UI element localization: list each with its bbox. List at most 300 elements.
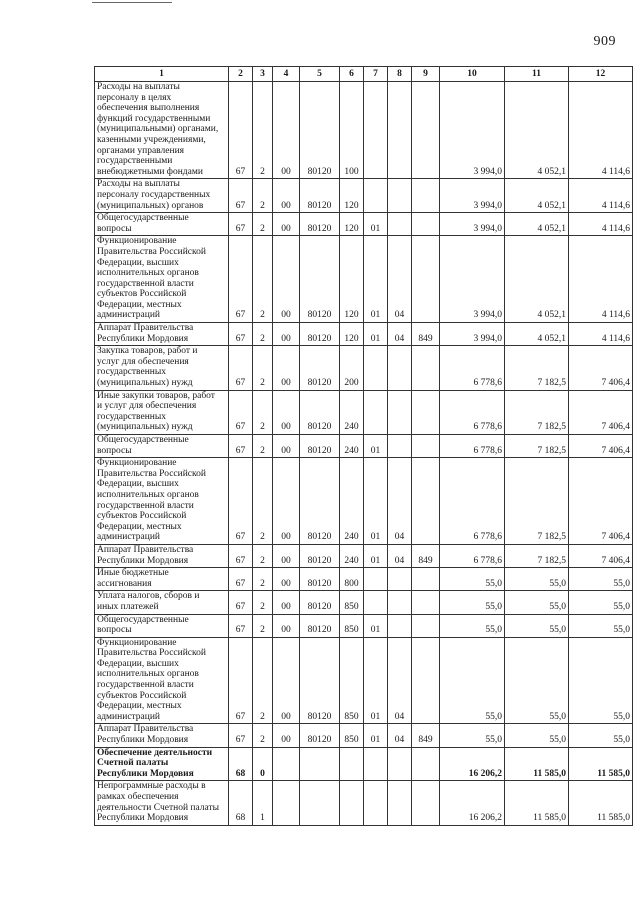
row-name-line: государственной власти: [97, 278, 194, 289]
row-cell-c2: 67: [229, 544, 253, 567]
row-cell-c12: 4 114,6: [569, 82, 633, 179]
table-header-row: [95, 67, 633, 82]
row-cell-c4: 00: [273, 435, 300, 458]
row-cell-c4: 00: [273, 390, 300, 434]
row-cell-c7: 01: [364, 544, 388, 567]
row-cell-c3: 2: [253, 458, 273, 545]
row-cell-c7: [364, 568, 388, 591]
row-cell-c3: 2: [253, 568, 273, 591]
row-cell-c4: [273, 747, 300, 781]
table-row: [95, 747, 633, 781]
row-cell-c11: 7 182,5: [505, 544, 569, 567]
row-cell-c9: [412, 591, 440, 614]
row-cell-c12: 55,0: [569, 724, 633, 747]
row-name-line: Расходы на выплаты: [97, 179, 180, 190]
row-name-cell: [95, 323, 229, 346]
row-name-line: деятельности Счетной палаты: [97, 802, 220, 813]
row-cell-c11: 7 182,5: [505, 346, 569, 390]
row-cell-c2: 67: [229, 637, 253, 724]
row-cell-c7: 01: [364, 323, 388, 346]
row-cell-c10: 6 778,6: [440, 458, 505, 545]
row-cell-c12: 11 585,0: [569, 781, 633, 825]
table-row: [95, 458, 633, 545]
row-cell-c5: 80120: [300, 179, 340, 213]
row-cell-c5: [300, 747, 340, 781]
row-cell-c12: 55,0: [569, 568, 633, 591]
row-cell-c8: [388, 568, 412, 591]
row-cell-c11: 55,0: [505, 591, 569, 614]
row-name-line: Аппарат Правительства: [97, 323, 194, 334]
row-cell-c5: 80120: [300, 724, 340, 747]
row-name-line: администраций: [97, 711, 161, 722]
row-name-cell: [95, 614, 229, 637]
row-cell-c12: 7 406,4: [569, 390, 633, 434]
header-cell: 8: [388, 67, 412, 82]
row-cell-c2: 67: [229, 323, 253, 346]
row-cell-c6: 240: [340, 458, 364, 545]
row-cell-c3: 1: [253, 781, 273, 825]
row-name-line: функций государственными: [97, 113, 211, 124]
row-name-line: Уплата налогов, сборов и: [97, 591, 200, 602]
row-cell-c3: 2: [253, 236, 273, 323]
row-name-line: вопросы: [97, 445, 132, 456]
row-cell-c10: 55,0: [440, 637, 505, 724]
table-row: [95, 614, 633, 637]
row-cell-c2: 67: [229, 724, 253, 747]
row-cell-c7: [364, 390, 388, 434]
row-cell-c10: 3 994,0: [440, 323, 505, 346]
row-cell-c12: 4 114,6: [569, 236, 633, 323]
row-name-cell: [95, 346, 229, 390]
row-cell-c9: [412, 747, 440, 781]
row-cell-c3: 2: [253, 82, 273, 179]
row-cell-c10: 16 206,2: [440, 747, 505, 781]
row-name-line: администраций: [97, 310, 161, 321]
table-row: [95, 213, 633, 236]
row-name-line: Федерации, местных: [97, 521, 182, 532]
row-cell-c9: [412, 568, 440, 591]
row-cell-c6: 850: [340, 614, 364, 637]
row-cell-c11: 4 052,1: [505, 82, 569, 179]
row-cell-c12: 4 114,6: [569, 213, 633, 236]
row-name-line: персоналу в целях: [97, 92, 172, 103]
row-cell-c7: 01: [364, 236, 388, 323]
row-cell-c10: 3 994,0: [440, 213, 505, 236]
table-row: [95, 82, 633, 179]
row-name-line: вопросы: [97, 223, 132, 234]
row-cell-c3: 2: [253, 390, 273, 434]
row-name-cell: [95, 435, 229, 458]
row-cell-c4: 00: [273, 637, 300, 724]
table-row: [95, 568, 633, 591]
row-cell-c9: [412, 781, 440, 825]
row-name-line: Закупка товаров, работ и: [97, 346, 198, 357]
page-number: 909: [593, 34, 616, 49]
row-name-line: Республики Мордовия: [97, 555, 189, 566]
row-name-line: Федерации, местных: [97, 299, 182, 310]
row-cell-c7: [364, 82, 388, 179]
row-cell-c9: [412, 179, 440, 213]
row-cell-c10: 6 778,6: [440, 390, 505, 434]
header-cell: 11: [505, 67, 569, 82]
row-name-line: казенными учреждениями,: [97, 134, 206, 145]
row-name-cell: [95, 568, 229, 591]
row-cell-c6: 800: [340, 568, 364, 591]
row-cell-c7: [364, 747, 388, 781]
row-name-line: Федерации, местных: [97, 701, 182, 712]
row-name-line: Общегосударственные: [97, 213, 189, 224]
row-cell-c6: 240: [340, 390, 364, 434]
row-cell-c8: [388, 179, 412, 213]
header-cell: 4: [273, 67, 300, 82]
row-cell-c9: [412, 346, 440, 390]
row-cell-c8: 04: [388, 637, 412, 724]
row-cell-c5: [300, 781, 340, 825]
row-cell-c7: [364, 179, 388, 213]
row-cell-c9: 849: [412, 544, 440, 567]
row-cell-c10: 55,0: [440, 614, 505, 637]
row-cell-c3: 0: [253, 747, 273, 781]
table-row: [95, 236, 633, 323]
row-cell-c2: 67: [229, 568, 253, 591]
table-row: [95, 544, 633, 567]
row-name-cell: [95, 458, 229, 545]
row-cell-c12: 55,0: [569, 614, 633, 637]
row-cell-c6: 240: [340, 435, 364, 458]
row-cell-c2: 67: [229, 236, 253, 323]
row-name-line: Федерации, высших: [97, 658, 179, 669]
row-cell-c7: [364, 591, 388, 614]
row-cell-c11: 4 052,1: [505, 179, 569, 213]
row-cell-c8: 04: [388, 458, 412, 545]
row-cell-c6: 100: [340, 82, 364, 179]
header-cell: 1: [95, 67, 229, 82]
row-name-line: вопросы: [97, 625, 132, 636]
row-cell-c6: 120: [340, 213, 364, 236]
row-cell-c8: [388, 82, 412, 179]
row-cell-c8: 04: [388, 236, 412, 323]
row-name-line: Функционирование: [97, 458, 177, 469]
row-name-line: государственными: [97, 156, 173, 167]
row-name-line: Расходы на выплаты: [97, 82, 180, 92]
row-name-line: (муниципальными) органами,: [97, 124, 219, 135]
row-name-line: государственной власти: [97, 500, 194, 511]
row-cell-c4: [273, 781, 300, 825]
row-cell-c4: 00: [273, 614, 300, 637]
row-cell-c5: 80120: [300, 458, 340, 545]
row-name-cell: [95, 179, 229, 213]
row-name-cell: [95, 236, 229, 323]
row-cell-c3: 2: [253, 213, 273, 236]
row-name-line: и услуг для обеспечения: [97, 401, 197, 412]
row-cell-c2: 68: [229, 747, 253, 781]
row-cell-c9: 849: [412, 323, 440, 346]
row-cell-c8: [388, 346, 412, 390]
row-cell-c2: 68: [229, 781, 253, 825]
row-cell-c3: 2: [253, 544, 273, 567]
row-cell-c5: 80120: [300, 614, 340, 637]
row-cell-c3: 2: [253, 179, 273, 213]
header-cell: 5: [300, 67, 340, 82]
row-cell-c6: 240: [340, 544, 364, 567]
row-cell-c2: 67: [229, 591, 253, 614]
row-name-line: рамках обеспечения: [97, 792, 179, 802]
row-cell-c4: 00: [273, 458, 300, 545]
row-cell-c9: [412, 82, 440, 179]
row-cell-c2: 67: [229, 346, 253, 390]
row-cell-c11: 55,0: [505, 724, 569, 747]
row-cell-c10: 3 994,0: [440, 236, 505, 323]
row-cell-c6: 850: [340, 724, 364, 747]
row-cell-c12: 7 406,4: [569, 544, 633, 567]
budget-table: [94, 66, 633, 826]
row-name-line: обеспечения выполнения: [97, 103, 200, 114]
row-cell-c5: 80120: [300, 323, 340, 346]
row-cell-c8: [388, 747, 412, 781]
row-cell-c11: 7 182,5: [505, 390, 569, 434]
row-name-cell: [95, 213, 229, 236]
row-cell-c10: 6 778,6: [440, 346, 505, 390]
row-cell-c7: 01: [364, 213, 388, 236]
row-name-line: государственных: [97, 367, 167, 378]
row-cell-c3: 2: [253, 614, 273, 637]
row-name-line: Иные закупки товаров, работ: [97, 390, 215, 401]
row-name-line: (муниципальных) нужд: [97, 422, 193, 433]
table-row: [95, 346, 633, 390]
table-row: [95, 435, 633, 458]
row-cell-c11: 55,0: [505, 568, 569, 591]
row-cell-c8: [388, 781, 412, 825]
row-cell-c12: 7 406,4: [569, 346, 633, 390]
row-cell-c5: 80120: [300, 591, 340, 614]
row-name-line: ассигнования: [97, 578, 152, 589]
row-cell-c7: 01: [364, 435, 388, 458]
row-name-line: услуг для обеспечения: [97, 356, 189, 367]
row-cell-c11: 4 052,1: [505, 236, 569, 323]
row-cell-c11: 11 585,0: [505, 781, 569, 825]
header-cell: 10: [440, 67, 505, 82]
row-name-line: Непрограммные расходы в: [97, 781, 206, 792]
row-cell-c9: [412, 236, 440, 323]
row-cell-c2: 67: [229, 390, 253, 434]
row-cell-c11: 55,0: [505, 637, 569, 724]
row-name-line: государственных: [97, 411, 167, 422]
row-name-line: органами управления: [97, 145, 185, 156]
row-name-line: Республики Мордовия: [97, 768, 194, 779]
row-cell-c11: 4 052,1: [505, 323, 569, 346]
row-cell-c12: 55,0: [569, 637, 633, 724]
row-cell-c4: 00: [273, 591, 300, 614]
row-cell-c4: 00: [273, 544, 300, 567]
row-name-line: Общегосударственные: [97, 614, 189, 625]
row-cell-c10: 6 778,6: [440, 544, 505, 567]
table-row: [95, 724, 633, 747]
row-name-line: субъектов Российской: [97, 511, 187, 522]
row-cell-c7: [364, 781, 388, 825]
row-name-line: Правительства Российской: [97, 648, 206, 659]
row-cell-c3: 2: [253, 346, 273, 390]
row-cell-c9: [412, 435, 440, 458]
row-cell-c6: 120: [340, 179, 364, 213]
row-cell-c6: [340, 781, 364, 825]
row-name-line: Правительства Российской: [97, 468, 206, 479]
row-name-cell: [95, 591, 229, 614]
row-cell-c8: [388, 614, 412, 637]
row-cell-c5: 80120: [300, 346, 340, 390]
header-cell: 9: [412, 67, 440, 82]
row-cell-c7: 01: [364, 724, 388, 747]
row-cell-c4: 00: [273, 236, 300, 323]
header-cell: 2: [229, 67, 253, 82]
row-name-line: Иные бюджетные: [97, 568, 169, 579]
row-cell-c5: 80120: [300, 544, 340, 567]
row-name-line: Федерации, высших: [97, 257, 179, 268]
row-name-line: исполнительных органов: [97, 669, 199, 680]
row-cell-c5: 80120: [300, 213, 340, 236]
row-name-cell: [95, 82, 229, 179]
row-cell-c9: [412, 390, 440, 434]
row-name-line: субъектов Российской: [97, 690, 187, 701]
row-cell-c4: 00: [273, 346, 300, 390]
row-cell-c12: 4 114,6: [569, 179, 633, 213]
row-name-line: Функционирование: [97, 637, 177, 648]
row-cell-c6: [340, 747, 364, 781]
row-cell-c6: 200: [340, 346, 364, 390]
row-cell-c2: 67: [229, 614, 253, 637]
table-row: [95, 781, 633, 825]
row-cell-c2: 67: [229, 179, 253, 213]
row-cell-c9: [412, 213, 440, 236]
row-name-line: иных платежей: [97, 601, 159, 612]
row-name-cell: [95, 781, 229, 825]
row-name-line: Федерации, высших: [97, 479, 179, 490]
row-cell-c4: 00: [273, 568, 300, 591]
row-cell-c10: 55,0: [440, 724, 505, 747]
row-name-line: Счетной палаты: [97, 758, 169, 769]
row-name-line: Общегосударственные: [97, 435, 189, 445]
row-name-line: субъектов Российской: [97, 289, 187, 300]
row-name-line: (муниципальных) органов: [97, 200, 204, 211]
row-cell-c5: 80120: [300, 568, 340, 591]
row-name-line: исполнительных органов: [97, 489, 199, 500]
table-row: [95, 323, 633, 346]
row-cell-c4: 00: [273, 724, 300, 747]
header-cell: 7: [364, 67, 388, 82]
row-cell-c11: 4 052,1: [505, 213, 569, 236]
row-cell-c9: 849: [412, 724, 440, 747]
row-cell-c9: [412, 614, 440, 637]
scan-top-line: [92, 2, 172, 3]
row-name-cell: [95, 637, 229, 724]
row-cell-c2: 67: [229, 458, 253, 545]
row-cell-c12: 7 406,4: [569, 458, 633, 545]
row-cell-c3: 2: [253, 323, 273, 346]
row-cell-c2: 67: [229, 213, 253, 236]
row-cell-c8: [388, 591, 412, 614]
row-name-line: государственной власти: [97, 680, 194, 691]
row-cell-c5: 80120: [300, 637, 340, 724]
row-cell-c6: 120: [340, 236, 364, 323]
row-name-cell: [95, 544, 229, 567]
row-cell-c4: 00: [273, 82, 300, 179]
row-name-line: персоналу государственных: [97, 189, 211, 200]
row-name-line: исполнительных органов: [97, 268, 199, 279]
row-cell-c6: 850: [340, 591, 364, 614]
row-cell-c5: 80120: [300, 82, 340, 179]
row-cell-c6: 120: [340, 323, 364, 346]
row-cell-c10: 16 206,2: [440, 781, 505, 825]
row-cell-c10: 6 778,6: [440, 435, 505, 458]
row-cell-c9: [412, 637, 440, 724]
row-cell-c7: [364, 346, 388, 390]
header-cell: 12: [569, 67, 633, 82]
row-name-line: Республики Мордовия: [97, 813, 189, 824]
row-cell-c12: 4 114,6: [569, 323, 633, 346]
row-cell-c8: 04: [388, 544, 412, 567]
row-cell-c3: 2: [253, 591, 273, 614]
row-cell-c12: 7 406,4: [569, 435, 633, 458]
row-cell-c8: 04: [388, 724, 412, 747]
table-row: [95, 179, 633, 213]
row-cell-c10: 3 994,0: [440, 179, 505, 213]
row-cell-c4: 00: [273, 179, 300, 213]
row-cell-c3: 2: [253, 724, 273, 747]
row-cell-c3: 2: [253, 637, 273, 724]
table-body: [95, 82, 633, 826]
row-cell-c12: 11 585,0: [569, 747, 633, 781]
table-row: [95, 390, 633, 434]
row-cell-c11: 7 182,5: [505, 458, 569, 545]
table-row: [95, 637, 633, 724]
row-cell-c8: 04: [388, 323, 412, 346]
row-name-line: Республики Мордовия: [97, 333, 189, 344]
row-cell-c10: 55,0: [440, 591, 505, 614]
row-name-cell: [95, 747, 229, 781]
row-cell-c7: 01: [364, 614, 388, 637]
row-cell-c5: 80120: [300, 435, 340, 458]
row-name-line: Аппарат Правительства: [97, 724, 194, 735]
row-cell-c11: 11 585,0: [505, 747, 569, 781]
row-name-line: внебюджетными фондами: [97, 166, 203, 177]
row-cell-c10: 55,0: [440, 568, 505, 591]
row-name-line: администраций: [97, 532, 161, 543]
row-cell-c3: 2: [253, 435, 273, 458]
header-cell: 3: [253, 67, 273, 82]
row-cell-c4: 00: [273, 213, 300, 236]
row-cell-c5: 80120: [300, 390, 340, 434]
header-cell: 6: [340, 67, 364, 82]
row-name-line: Функционирование: [97, 236, 177, 247]
row-name-cell: [95, 390, 229, 434]
row-cell-c2: 67: [229, 435, 253, 458]
row-cell-c5: 80120: [300, 236, 340, 323]
row-cell-c11: 55,0: [505, 614, 569, 637]
row-name-line: Аппарат Правительства: [97, 544, 194, 555]
row-cell-c8: [388, 390, 412, 434]
row-cell-c7: 01: [364, 637, 388, 724]
table-row: [95, 591, 633, 614]
row-cell-c8: [388, 435, 412, 458]
row-cell-c9: [412, 458, 440, 545]
row-cell-c2: 67: [229, 82, 253, 179]
row-cell-c10: 3 994,0: [440, 82, 505, 179]
row-cell-c4: 00: [273, 323, 300, 346]
row-cell-c11: 7 182,5: [505, 435, 569, 458]
row-name-line: Правительства Российской: [97, 246, 206, 257]
row-cell-c8: [388, 213, 412, 236]
row-name-line: Республики Мордовия: [97, 735, 189, 746]
row-cell-c7: 01: [364, 458, 388, 545]
